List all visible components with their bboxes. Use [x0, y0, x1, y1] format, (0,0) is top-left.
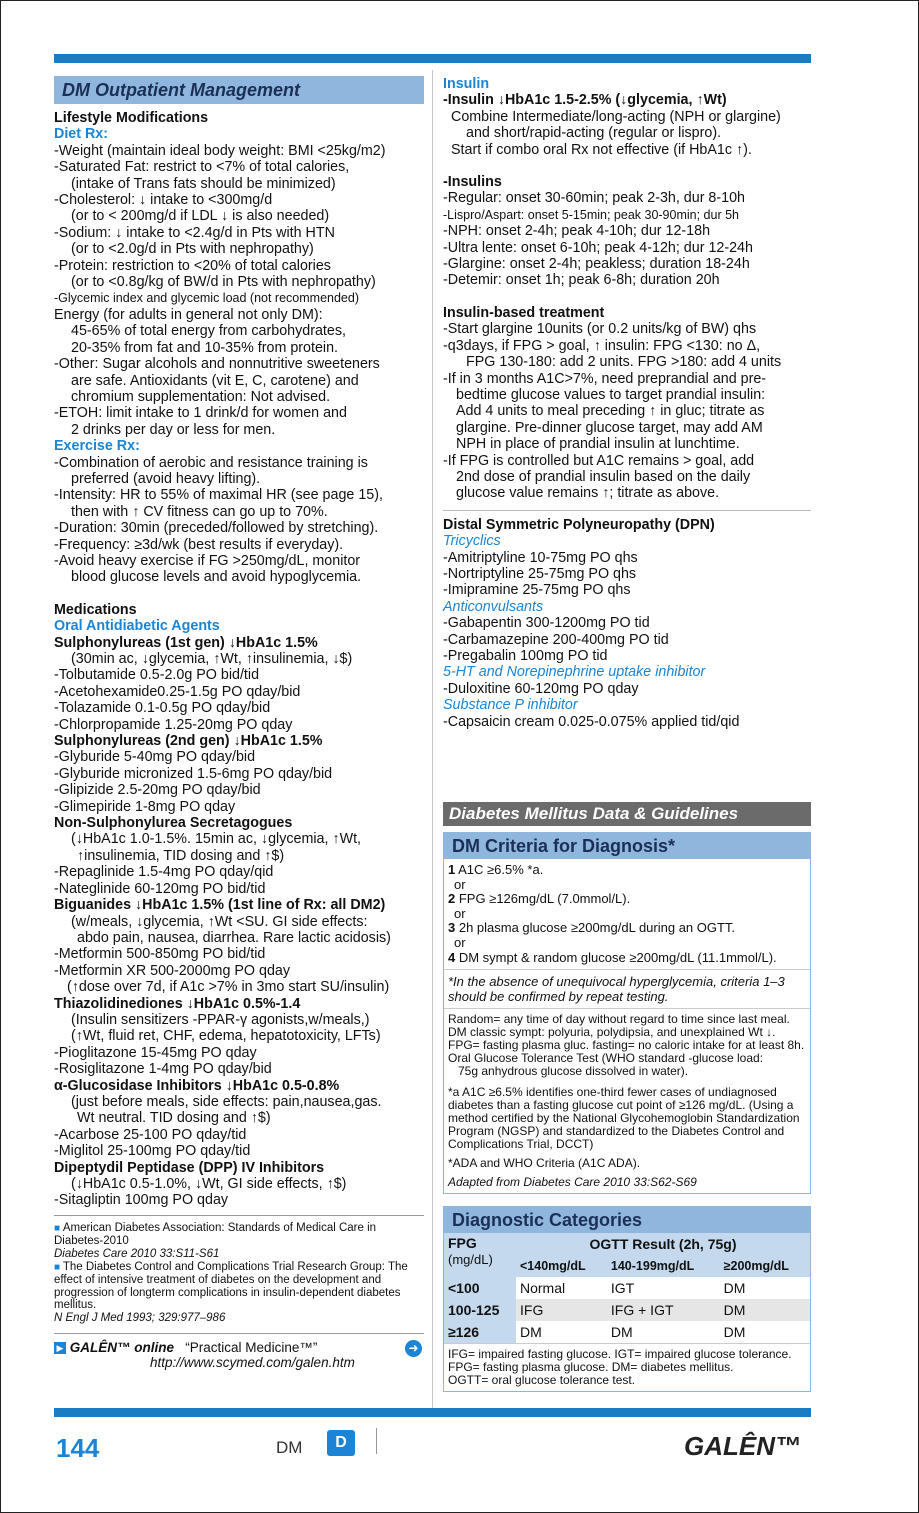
table-cell: DM [723, 1324, 746, 1341]
column-header: <140mg/dL [516, 1255, 607, 1277]
column-header: ≥200mg/dL [720, 1255, 810, 1277]
definition-line: 75g anhydrous glucose dissolved in water). [448, 1064, 689, 1079]
section-tab[interactable]: D [327, 1430, 355, 1456]
text-line: -Nortriptyline 25-75mg PO qhs [443, 565, 637, 582]
table-cell: Normal [520, 1280, 566, 1297]
text-line [443, 289, 811, 305]
footer-divider [376, 1428, 377, 1454]
text-line: Lifestyle Modifications [54, 110, 209, 126]
text-line: -Detemir: onset 1h; peak 6-8h; duration 20h [443, 272, 720, 289]
text-line: -Acetohexamide0.25-1.5g PO qday/bid [54, 683, 301, 700]
text-line: -Nateglinide 60-120mg PO bid/tid [54, 880, 266, 897]
right-column [443, 76, 811, 1392]
bullet-icon: ■ [54, 1261, 63, 1273]
adapted-note: Adapted from Diabetes Care 2010 33:S62-S69 [448, 1175, 697, 1190]
criteria-item [448, 936, 806, 951]
text-line: -Carbamazepine 200-400mg PO tid [443, 631, 669, 648]
text-line: 2nd dose of prandial insulin based on the daily [456, 468, 751, 485]
galen-online-row [54, 1333, 424, 1380]
text-line: -Tolazamide 0.1-0.5g PO qday/bid [54, 700, 271, 717]
ada-note: *ADA and WHO Criteria (A1C ADA). [448, 1156, 641, 1171]
table-cell: IGT [610, 1280, 635, 1297]
text-line [443, 158, 811, 174]
text-line: (↓HbA1c 1.0-1.5%. 15min ac, ↓glycemia, ↑Wt, [71, 831, 362, 848]
arrow-icon: ▶ [54, 1342, 66, 1354]
criteria-text: A1C ≥6.5% *a. [455, 862, 544, 878]
text-line: 5-HT and Norepinephrine uptake inhibitor [443, 664, 706, 681]
text-line: bedtime glucose values to target prandial insulin: [456, 386, 766, 403]
note-a: *a A1C ≥6.5% identifies one-third fewer cases of undiagnosed diabetes than a fasting glucose cut point of ≥126 mg/dL. (Using a method certified by the National Glycohemoglobin Standardization Program (NGSP) and standardized to the Diabetes Control and Complications Trial, DCCT) [448, 1085, 800, 1152]
text-line: Oral Antidiabetic Agents [54, 618, 220, 635]
section-label: DM [276, 1438, 303, 1457]
text-line: -Chlorpropamide 1.25-20mg PO qday [54, 716, 293, 733]
text-line: Medications [54, 601, 137, 618]
text-line: 45-65% of total energy from carbohydrates, [71, 323, 346, 340]
text-line: -Metformin 500-850mg PO bid/tid [54, 946, 266, 963]
text-line: FPG 130-180: add 2 units. FPG >180: add 4 units [466, 354, 782, 371]
page-number: 144 [56, 1433, 100, 1463]
table-row [444, 1299, 810, 1321]
criteria-number: 3 [448, 920, 456, 936]
table-body [444, 1277, 810, 1343]
text-line: -Ultra lente: onset 6-10h; peak 4-12h; dur 12-24h [443, 239, 753, 256]
text-line: -Amitriptyline 10-75mg PO qhs [443, 549, 638, 566]
reference-text: Diabetes Care 2010 33:S11-S61 [54, 1248, 220, 1260]
row-header: ≥126 [444, 1321, 516, 1343]
text-line: chromium supplementation: Not advised. [71, 388, 331, 405]
text-line: -Weight (maintain ideal body weight: BMI <25kg/m2) [54, 142, 386, 159]
text-line: Biguanides ↓HbA1c 1.5% (1st line of Rx: all DM2) [54, 897, 386, 914]
text-line: Insulin-based treatment [443, 304, 605, 321]
separator [443, 510, 811, 511]
text-line: -Sodium: ↓ intake to <2.4g/d in Pts with HTN [54, 224, 335, 241]
categories-title: Diagnostic Categories [444, 1207, 810, 1233]
text-line: -If in 3 months A1C>7%, need preprandial and pre- [443, 370, 767, 387]
galen-logo: GALÊN™ [684, 1431, 801, 1461]
row-header: 100-125 [444, 1299, 516, 1321]
text-line: -Gabapentin 300-1200mg PO tid [443, 615, 650, 632]
text-line: -Combination of aerobic and resistance training is [54, 454, 368, 471]
criteria-item [448, 892, 806, 907]
text-line: 2 drinks per day or less for men. [71, 421, 276, 438]
text-line: -Frequency: ≥3d/wk (best results if everyday). [54, 536, 344, 553]
text-line: -Saturated Fat: restrict to <7% of total calories, [54, 159, 350, 176]
criteria-item [448, 921, 806, 936]
text-line: Combine Intermediate/long-acting (NPH or glargine) [451, 108, 781, 125]
text-line: -Pregabalin 100mg PO tid [443, 648, 608, 664]
text-line: 20-35% from fat and 10-35% from protein. [71, 339, 339, 356]
text-line: -Metformin XR 500-2000mg PO qday [54, 962, 291, 979]
left-column [54, 76, 424, 1380]
text-line: α-Glucosidase Inhibitors ↓HbA1c 0.5-0.8% [54, 1077, 340, 1094]
text-line: blood glucose levels and avoid hypoglycemia. [71, 569, 362, 586]
bottom-bar [54, 1408, 811, 1417]
text-line: -Glipizide 2.5-20mg PO qday/bid [54, 782, 261, 799]
reference-line [54, 1222, 424, 1248]
text-line: and short/rapid-acting (regular or lispro). [466, 125, 722, 142]
reference-line [54, 1312, 424, 1325]
categories-box [443, 1206, 811, 1392]
text-line: -Duration: 30min (preceded/followed by stretching). [54, 520, 379, 537]
bullet-icon: ■ [54, 1222, 63, 1234]
text-line: (↓HbA1c 0.5-1.0%, ↓Wt, GI side effects, ↑$) [71, 1176, 347, 1192]
text-line: Thiazolidinediones ↓HbA1c 0.5%-1.4 [54, 995, 301, 1012]
text-line: Wt neutral. TID dosing and ↑$) [77, 1110, 271, 1127]
definition-line: DM classic sympt: polyuria, polydipsia, and unexplained Wt ↓. [448, 1025, 776, 1040]
text-line: (Insulin sensitizers -PPAR-γ agonists,w/meals,) [71, 1011, 370, 1028]
text-line: -Pioglitazone 15-45mg PO qday [54, 1044, 257, 1061]
text-line: -If FPG is controlled but A1C remains > goal, add [443, 452, 755, 469]
text-line: Sulphonylureas (1st gen) ↓HbA1c 1.5% [54, 634, 318, 651]
text-line: -Capsaicin cream 0.025-0.075% applied tid/qid [443, 713, 740, 730]
galen-tagline: “Practical Medicine™” [185, 1339, 318, 1355]
text-line: preferred (avoid heavy lifting). [71, 470, 261, 487]
criteria-definitions [444, 1008, 810, 1082]
text-line: -Intensity: HR to 55% of maximal HR (see page 15), [54, 487, 383, 504]
table-row [444, 1277, 810, 1299]
categories-legend [444, 1343, 810, 1391]
text-line: (or to <2.0g/d in Pts with nephropathy) [71, 241, 314, 258]
text-line: -Sitagliptin 100mg PO qday [54, 1192, 229, 1209]
text-line: -Acarbose 25-100 PO qday/tid [54, 1126, 247, 1143]
reference-text: The Diabetes Control and Complications Trial Research Group: The effect of intensive treatment of diabetes on the development and progression of longterm complications in insulin-dependent diabetes mellitus. [54, 1260, 408, 1312]
text-line: Distal Symmetric Polyneuropathy (DPN) [443, 516, 715, 533]
text-line: Tricyclics [443, 533, 501, 550]
definition-line: Oral Glucose Tolerance Test (WHO standard -glucose load: [448, 1051, 764, 1066]
criteria-number: or [454, 935, 466, 950]
text-line: -Glimepiride 1-8mg PO qday [54, 798, 236, 815]
categories-table [444, 1233, 810, 1343]
text-line: NPH in place of prandial insulin at lunchtime. [456, 436, 740, 453]
row-header: <100 [444, 1277, 516, 1299]
text-line: -Insulin ↓HbA1c 1.5-2.5% (↓glycemia, ↑Wt) [443, 92, 727, 109]
galen-online-label: online [134, 1339, 175, 1355]
criteria-text: FPG ≥126mg/dL (7.0mmol/L). [455, 891, 631, 907]
arrow-right-icon[interactable]: ➜ [405, 1340, 422, 1357]
text-line: -Glycemic index and glycemic load (not recommended) [54, 291, 359, 306]
text-line: -Lispro/Aspart: onset 5-15min; peak 30-90min; dur 5h [443, 207, 739, 222]
criteria-number: or [454, 905, 466, 921]
text-line: glucose value remains ↑; titrate as above. [456, 485, 720, 502]
text-line: then with ↑ CV fitness can go up to 70%. [71, 503, 328, 520]
definition-line: Random= any time of day without regard to time since last meal. [448, 1012, 790, 1027]
text-line: Insulin [443, 76, 490, 92]
reference-line [54, 1261, 424, 1312]
text-line: Sulphonylureas (2nd gen) ↓HbA1c 1.5% [54, 733, 323, 750]
top-bar [54, 54, 811, 63]
criteria-number: 4 [448, 949, 456, 965]
text-line: -Protein: restriction to <20% of total calories [54, 257, 331, 274]
text-line: Energy (for adults in general not only DM): [54, 306, 323, 323]
text-line: Start if combo oral Rx not effective (if HbA1c ↑). [451, 141, 752, 158]
legend-line: FPG= fasting plasma glucose. DM= diabetes mellitus. [448, 1360, 734, 1375]
text-line: Anticonvulsants [443, 598, 544, 615]
text-line: -Rosiglitazone 1-4mg PO qday/bid [54, 1061, 272, 1078]
text-line: -ETOH: limit intake to 1 drink/d for women and [54, 405, 347, 422]
reference-text: American Diabetes Association: Standards of Medical Care in Diabetes-2010 [54, 1221, 377, 1248]
text-line: Exercise Rx: [54, 438, 140, 455]
text-line: -NPH: onset 2-4h; peak 4-10h; dur 12-18h [443, 223, 711, 240]
text-line: (↑dose over 7d, if A1c >7% in 3mo start SU/insulin) [67, 979, 390, 996]
text-line: -Glargine: onset 2-4h; peakless; duration 18-24h [443, 256, 750, 273]
criteria-number: 1 [448, 862, 456, 878]
text-line: (or to < 200mg/d if LDL ↓ is also needed) [71, 208, 330, 225]
definition-line: FPG= fasting plasma gluc. fasting= no caloric intake for at least 8h. [448, 1038, 805, 1053]
text-line: -Duloxitine 60-120mg PO qday [443, 680, 639, 697]
table-row [444, 1321, 810, 1343]
left-lines [54, 110, 424, 1209]
text-line: (↑Wt, fluid ret, CHF, edema, hepatotoxicity, LFTs) [71, 1028, 381, 1045]
criteria-title: DM Criteria for Diagnosis* [444, 833, 810, 859]
text-line: -Other: Sugar alcohols and nonnutritive sweeteners [54, 356, 380, 373]
legend-line: OGTT= oral glucose tolerance test. [448, 1373, 636, 1388]
text-line: -Start glargine 10units (or 0.2 units/kg of BW) qhs [443, 321, 757, 338]
text-line: -Tolbutamide 0.5-2.0g PO bid/tid [54, 667, 260, 684]
text-line: -Glyburide 5-40mg PO qday/bid [54, 749, 256, 766]
criteria-footnote: *In the absence of unequivocal hyperglycemia, criteria 1–3 should be confirmed by repeat testing. [444, 969, 810, 1008]
table-cell: DM [723, 1280, 746, 1297]
text-line: Substance P inhibitor [443, 697, 578, 714]
text-line: -Imipramine 25-75mg PO qhs [443, 582, 631, 599]
criteria-number: or [454, 876, 466, 892]
criteria-list [444, 859, 810, 969]
text-line: -Insulins [443, 174, 502, 191]
criteria-item [448, 951, 806, 966]
criteria-text: DM sympt & random glucose ≥200mg/dL (11.1mmol/L). [455, 949, 777, 965]
text-line: -Repaglinide 1.5-4mg PO qday/qid [54, 864, 274, 881]
text-line: Dipeptydil Peptidase (DPP) IV Inhibitors [54, 1159, 325, 1176]
text-line: -Regular: onset 30-60min; peak 2-3h, dur 8-10h [443, 190, 746, 207]
criteria-number: 2 [448, 891, 456, 907]
guidelines-title: Diabetes Mellitus Data & Guidelines [443, 802, 811, 826]
text-line: ↑insulinemia, TID dosing and ↑$) [77, 847, 285, 864]
text-line: (w/meals, ↓glycemia, ↑Wt <SU. GI side effects: [71, 913, 368, 930]
legend-line: IFG= impaired fasting glucose. IGT= impaired glucose tolerance. [448, 1347, 792, 1362]
table-cell: DM [610, 1324, 633, 1341]
table-cell: IFG [516, 1299, 607, 1321]
section-title: DM Outpatient Management [54, 76, 424, 104]
text-line: Non-Sulphonylurea Secretagogues [54, 815, 293, 832]
text-line: -Cholesterol: ↓ intake to <300mg/d [54, 192, 273, 209]
text-line: Diet Rx: [54, 126, 109, 143]
text-line: -Glyburide micronized 1.5-6mg PO qday/bid [54, 765, 333, 782]
text-line: abdo pain, nausea, diarrhea. Rare lactic acidosis) [77, 929, 391, 946]
reference-text: N Engl J Med 1993; 329:977–986 [54, 1311, 226, 1324]
right-lines [443, 76, 811, 730]
reference-line [54, 1248, 424, 1261]
table-cell: DM [720, 1299, 810, 1321]
column-divider [432, 70, 433, 1410]
criteria-text: 2h plasma glucose ≥200mg/dL during an OGTT. [455, 920, 736, 936]
text-line: (or to <0.8g/kg of BW/d in Pts with nephropathy) [71, 274, 376, 291]
text-line: (30min ac, ↓glycemia, ↑Wt, ↑insulinemia, ↓$) [71, 651, 353, 667]
text-line: (intake of Trans fats should be minimized) [71, 175, 336, 192]
galen-brand: GALÊN™ [69, 1339, 131, 1355]
text-line: are safe. Antioxidants (vit E, C, carotene) and [71, 372, 359, 389]
criteria-item [448, 863, 806, 878]
criteria-box [443, 832, 811, 1194]
criteria-item [448, 907, 806, 922]
text-line: glargine. Pre-dinner glucose target, may add AM [456, 419, 763, 436]
ogtt-header: OGTT Result (2h, 75g) [516, 1233, 810, 1255]
table-cell: DM [520, 1324, 542, 1341]
text-line: Add 4 units to meal preceding ↑ in gluc; titrate as [456, 403, 765, 420]
references [54, 1215, 424, 1325]
text-line [54, 586, 424, 602]
text-line: -q3days, if FPG > goal, ↑ insulin: FPG <130: no Δ, [443, 337, 761, 354]
table-cell: IFG + IGT [607, 1299, 720, 1321]
text-line: (just before meals, side effects: pain,nausea,gas. [71, 1093, 382, 1110]
criteria-item [448, 878, 806, 893]
galen-url[interactable]: http://www.scymed.com/galen.htm [150, 1354, 355, 1370]
column-header: 140-199mg/dL [607, 1255, 720, 1277]
text-line: -Miglitol 25-100mg PO qday/tid [54, 1143, 251, 1160]
fpg-header: FPG (mg/dL) [444, 1233, 516, 1277]
text-line: -Avoid heavy exercise if FG >250mg/dL, monitor [54, 552, 361, 569]
